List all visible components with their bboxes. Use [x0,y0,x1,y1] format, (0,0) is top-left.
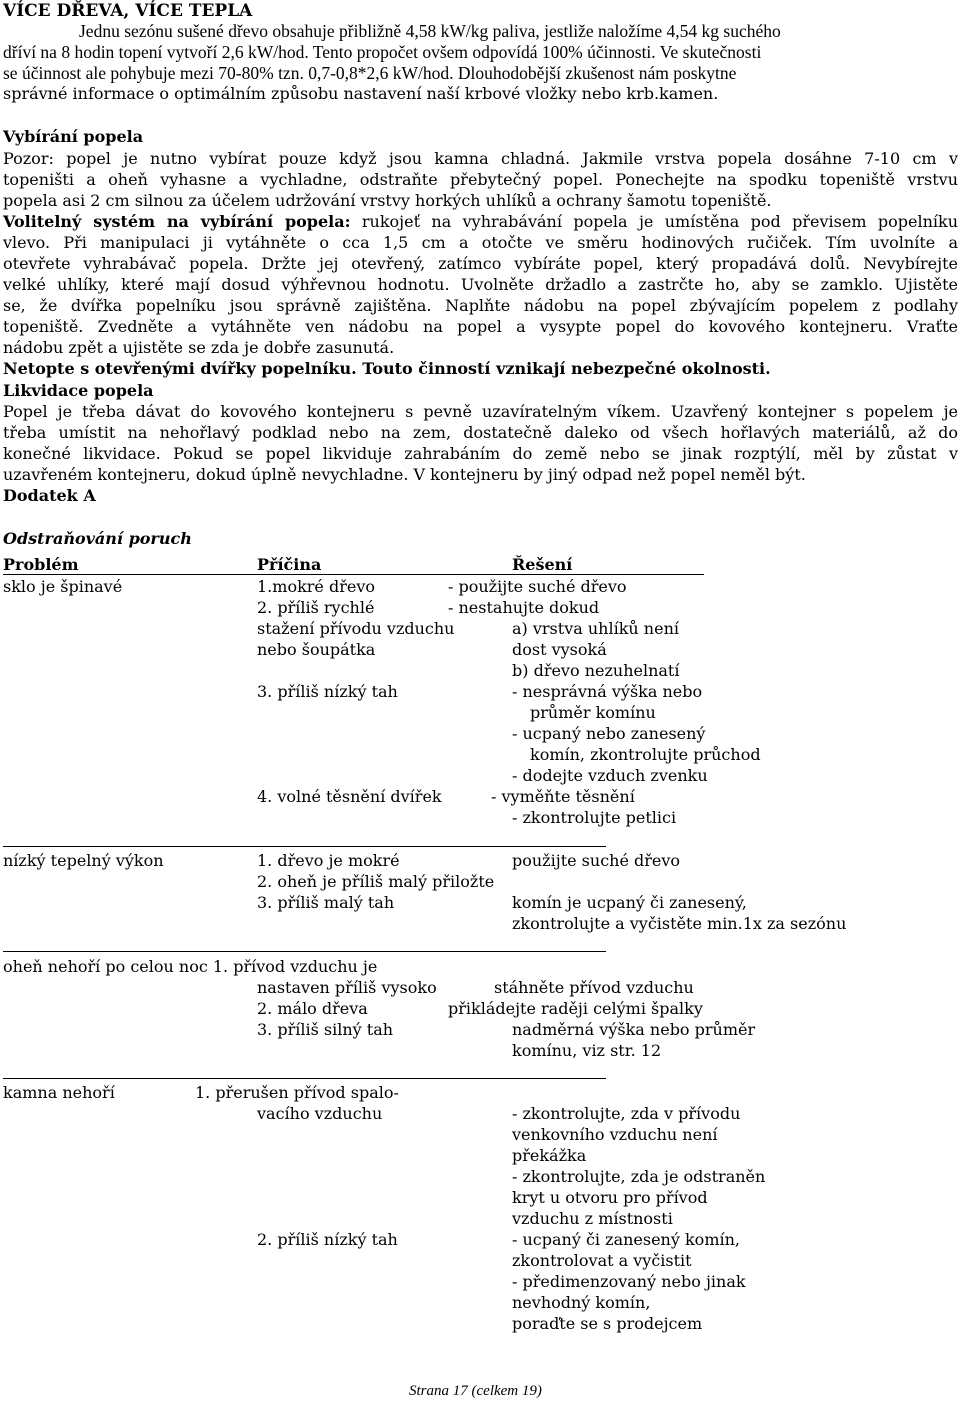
cause-cell: 2. příliš rychlé [257,598,375,617]
header-underline [3,574,704,575]
col-header-problem: Problém [3,555,79,574]
intro-line-2: dříví na 8 hodin topení vytvoří 2,6 kW/hod. Tento propočet ovšem odpovídá 100% účinnosti. Ve skutečnosti [3,42,762,62]
ash-optional-line-3: otevřete vyhrabávač popela. Držte jej otevřený, zatímco vybíráte popel, který propadává dolů. Nevybírejte [3,254,958,273]
ash-optional-line-4: velké uhlíky, které mají dosud výhřevnou hodnotu. Uvolněte držadlo a zastrčte ho, aby se zamklo. Ujistěte [3,275,958,294]
ash-optional-label: Volitelný systém na vybírání popela: [3,212,351,231]
disposal-last: uzavřeném kontejneru, dokud úplně nevychladne. V kontejneru by jiný odpad než popel neměl být. [3,465,806,484]
cause-cell: 1. přerušen přívod spalo- [195,1083,399,1102]
ash-optional-line-5: se, že dvířka popelníku jsou správně zajištěna. Naplňte nádobu na popel zbývajícím popelem z podlahy [3,296,958,315]
cause-cell: 1.mokré dřevo [257,577,375,596]
solution-cell: - zkontrolujte, zda v přívodu [512,1104,741,1123]
cause-cell: stažení přívodu vzduchu [257,619,455,638]
ash-optional-first: rukojeť na vyhrabávání popela je umístěna pod převisem popelníku [361,212,958,231]
solution-cell: průměr komínu [530,703,656,722]
cause-cell: nastaven příliš vysoko [257,978,437,997]
col-header-cause: Příčina [257,555,322,574]
solution-cell: zkontrolovat a vyčistit [512,1251,692,1270]
solution-cell: zkontrolujte a vyčistěte min.1x za sezónu [512,914,847,933]
ash-line-2: topeništi a oheň vyhasne a vychladne, odstraňte přebytečný popel. Ponechejte na spodku topeniště vrstvu [3,170,958,189]
problem-cell: sklo je špinavé [3,577,123,596]
ash-optional-line-6: topeniště. Zvedněte a vytáhněte ven nádobu na popel a vysypte popel do kovového kontejneru. Vraťte [3,317,958,336]
solution-cell: - vyměňte těsnění [491,787,635,806]
solution-cell: kryt u otvoru pro přívod [512,1188,708,1207]
cause-cell: nebo šoupátka [257,640,376,659]
disposal-line-3: konečné likvidace. Pokud se popel likviduje zahrabáním do země nebo se jinak rozptýlí, měl by zůstat v [3,444,958,463]
solution-cell: poraďte se s prodejcem [512,1314,703,1333]
ash-optional-line-2: vlevo. Při manipulaci ji vytáhněte o cca 1,5 cm a otočte ve směru hodinových ručiček. Tím uvolníte a [3,233,958,252]
heading-ash-removal: Vybírání popela [3,127,144,146]
cause-cell: vacího vzduchu [257,1104,383,1123]
solution-cell: - použijte suché dřevo [448,577,627,596]
solution-cell: - ucpaný nebo zanesený [512,724,706,743]
ash-line-3: popela asi 2 cm silnou za účelem udržování vrstvy horkých uhlíků a ochrany šamotu topeniště. [3,191,772,210]
solution-cell: - zkontrolujte petlici [512,808,677,827]
solution-cell: - zkontrolujte, zda je odstraněn [512,1167,766,1186]
solution-cell: vzduchu z místnosti [512,1209,673,1228]
intro-line-4: správné informace o optimálním způsobu nastavení naší krbové vložky nebo krb.kamen. [3,84,719,103]
page-footer: Strana 17 (celkem 19) [409,1383,542,1399]
troubleshooting-title: Odstraňování poruch [3,529,192,548]
col-header-solution: Řešení [512,555,573,574]
solution-cell: - ucpaný či zanesený komín, [512,1230,740,1249]
cause-cell: 3. příliš nízký tah [257,682,398,701]
solution-cell: - nesprávná výška nebo [512,682,703,701]
cause-cell: 2. oheň je příliš malý přiložte [257,872,495,891]
ash-optional-last: nádobu zpět a ujistěte se zda je dobře zasunutá. [3,338,395,357]
solution-cell: komín, zkontrolujte průchod [530,745,761,764]
solution-cell: b) dřevo nezuhelnatí [512,661,680,680]
solution-cell: stáhněte přívod vzduchu [494,978,694,997]
ash-optional-line-1 [3,214,958,230]
ash-warning: Netopte s otevřenými dvířky popelníku. Touto činností vznikají nebezpečné okolnosti. [3,359,771,378]
cause-cell: 1. dřevo je mokré [257,851,400,870]
solution-cell: - předimenzovaný nebo jinak [512,1272,746,1291]
cause-cell: 3. příliš silný tah [257,1020,394,1039]
disposal-line-2: třeba umístit na nehořlavý podklad nebo na zem, dostatečně daleko od všech hořlavých materiálů, až do [3,423,958,442]
cause-cell: 2. příliš nízký tah [257,1230,398,1249]
solution-cell: komínu, viz str. 12 [512,1041,662,1060]
problem-cell: kamna nehoří [3,1083,115,1102]
problem-cell: oheň nehoří po celou noc 1. přívod vzduchu je [3,957,378,976]
solution-cell: dost vysoká [512,640,607,659]
solution-cell: komín je ucpaný či zanesený, [512,893,747,912]
problem-cell: nízký tepelný výkon [3,851,164,870]
section-title-wood: VÍCE DŘEVA, VÍCE TEPLA [3,1,253,21]
cause-cell: 2. málo dřeva [257,999,368,1018]
solution-cell: nevhodný komín, [512,1293,651,1312]
heading-disposal: Likvidace popela [3,381,154,400]
solution-cell: překážka [512,1146,587,1165]
solution-cell: přikládejte raději celými špalky [448,999,703,1018]
solution-cell: a) vrstva uhlíků není [512,619,679,638]
solution-cell: venkovního vzduchu není [512,1125,718,1144]
solution-cell: - dodejte vzduch zvenku [512,766,708,785]
solution-cell: nadměrná výška nebo průměr [512,1020,756,1039]
intro-line-3: se účinnost ale pohybuje mezi 70-80% tzn. 0,7-0,8*2,6 kW/hod. Dlouhodobější zkušenost nám poskytne [3,63,737,83]
solution-cell: - nestahujte dokud [448,598,600,617]
ash-line-1: Pozor: popel je nutno vybírat pouze když jsou kamna chladná. Jakmile vrstva popela dosáhne 7-10 cm v [3,149,958,168]
cause-cell: 3. příliš malý tah [257,893,395,912]
solution-cell: použijte suché dřevo [512,851,681,870]
appendix-title: Dodatek A [3,486,96,505]
disposal-line-1: Popel je třeba dávat do kovového kontejneru s pevně uzavíratelným víkem. Uzavřený kontejner s popelem je [3,402,958,421]
cause-cell: 4. volné těsnění dvířek [257,787,442,806]
intro-line-1: Jednu sezónu sušené dřevo obsahuje přibližně 4,58 kW/kg paliva, jestliže naložíme 4,54 kg suchého [79,21,781,41]
group-separator [3,951,606,952]
group-separator [3,1078,606,1079]
group-separator [3,846,606,847]
